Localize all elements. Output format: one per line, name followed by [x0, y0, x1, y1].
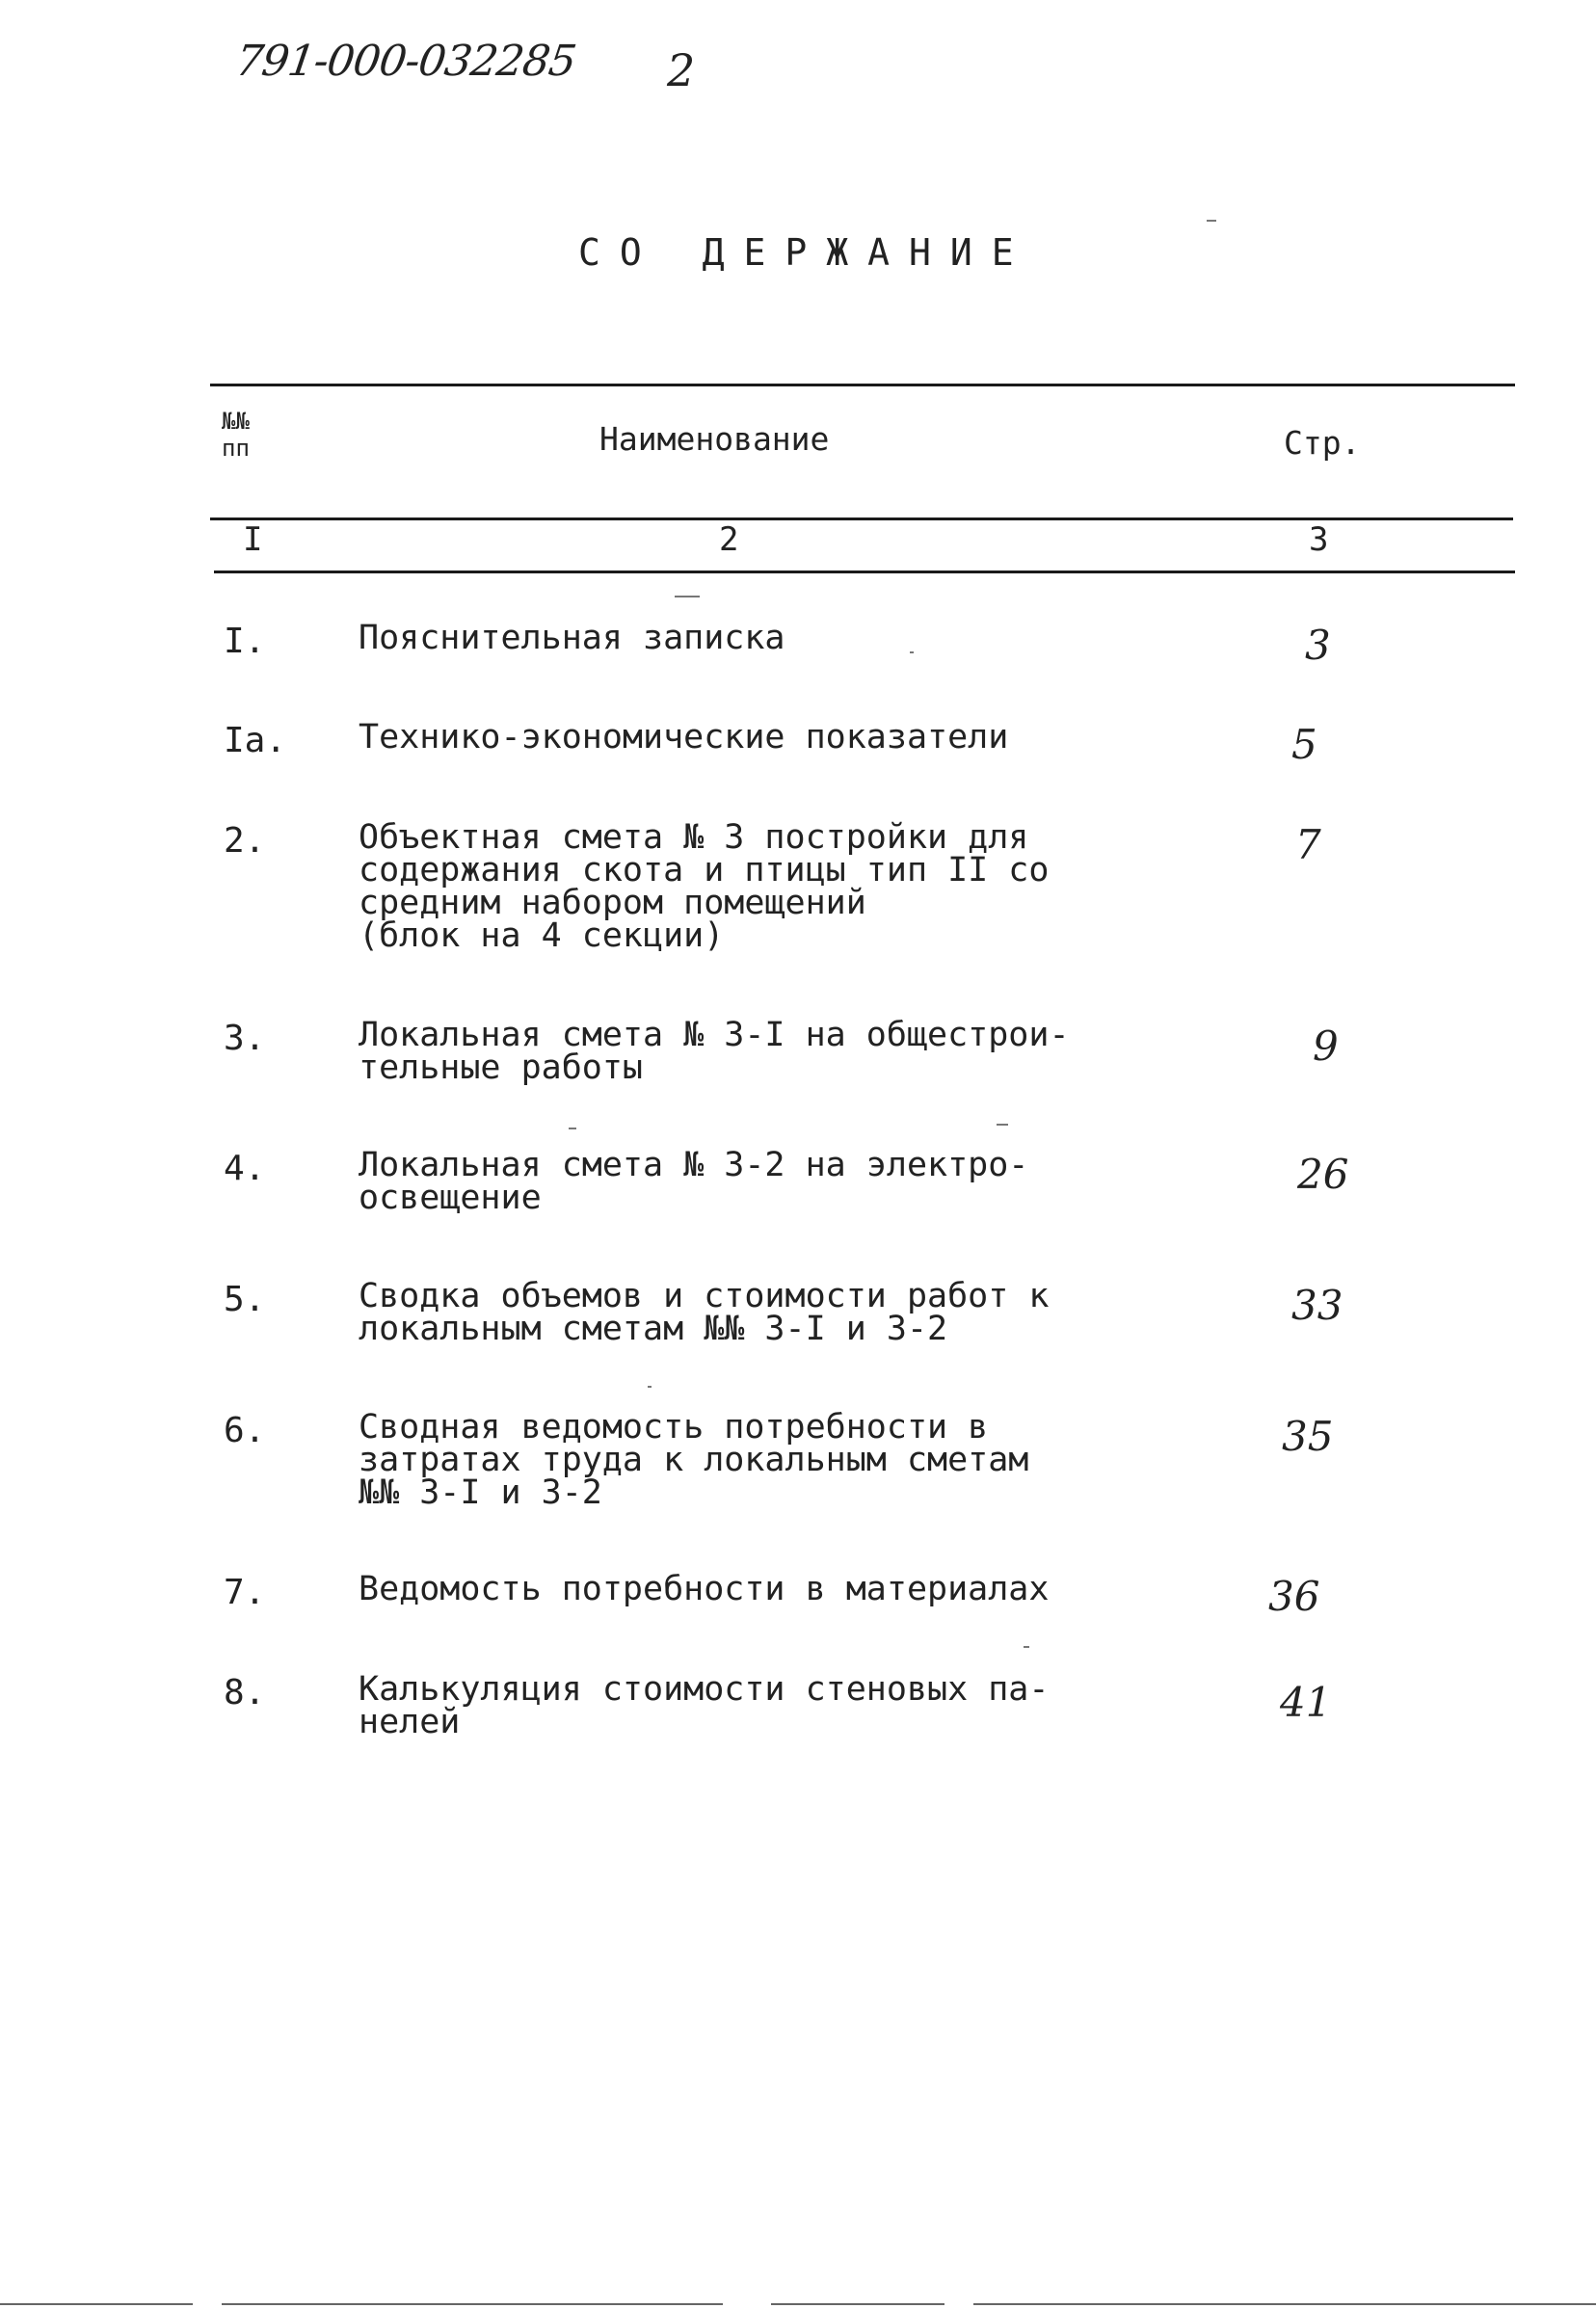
scan-edge — [0, 2303, 193, 2305]
scan-speck — [675, 596, 700, 597]
row-page: 7 — [1295, 821, 1321, 868]
scan-speck — [1024, 1646, 1029, 1648]
scan-edge — [771, 2303, 944, 2305]
row-page: 5 — [1291, 721, 1317, 768]
column-number-3: 3 — [1309, 520, 1329, 559]
row-number: 2. — [224, 821, 266, 861]
row-name: Технико-экономические показатели — [359, 718, 1009, 756]
row-number: 6. — [224, 1411, 266, 1450]
row-name: Пояснительная записка — [359, 619, 785, 657]
column-header-name: Наименование — [599, 420, 830, 458]
row-number: 4. — [224, 1149, 266, 1188]
table-top-rule — [210, 384, 1515, 386]
scan-speck — [569, 1128, 576, 1129]
row-page: 35 — [1282, 1413, 1334, 1460]
column-header-page: Стр. — [1284, 424, 1361, 462]
row-page: 36 — [1268, 1573, 1320, 1620]
row-number: 5. — [224, 1280, 266, 1319]
row-number: 3. — [224, 1019, 266, 1058]
row-number: 7. — [224, 1573, 266, 1612]
row-name: Ведомость потребности в материалах — [359, 1570, 1050, 1608]
row-number: Iа. — [224, 721, 287, 760]
row-name: Калькуляция стоимости стеновых па- нелей — [359, 1670, 1050, 1741]
page-title: СО ДЕРЖАНИЕ — [578, 231, 1033, 274]
document-id: 791-000-032285 — [232, 37, 579, 86]
row-page: 26 — [1297, 1151, 1349, 1198]
row-page: 41 — [1280, 1679, 1332, 1726]
column-header-number — [222, 408, 279, 462]
scan-edge — [222, 2303, 723, 2305]
scan-speck — [997, 1124, 1008, 1126]
table-colnum-rule — [214, 571, 1515, 573]
column-number-2: 2 — [719, 520, 739, 559]
row-name: Объектная смета № 3 постройки для содержания скота и птицы тип II со средним набором помещений (блок на 4 секции) — [359, 818, 1050, 955]
row-name: Локальная смета № 3-2 на электро- освещение — [359, 1146, 1029, 1217]
row-page: 3 — [1305, 622, 1331, 669]
column-number-1: I — [243, 520, 263, 559]
page-number: 2 — [667, 44, 696, 96]
column-header-number-text: №№ пп — [222, 408, 250, 462]
row-page: 33 — [1291, 1282, 1343, 1329]
row-name: Сводка объемов и стоимости работ к локальным сметам №№ 3-I и 3-2 — [359, 1277, 1050, 1348]
scan-edge — [973, 2303, 1596, 2305]
scan-speck — [910, 651, 914, 653]
scan-speck — [648, 1386, 652, 1388]
scan-speck — [1207, 220, 1216, 222]
row-name: Сводная ведомость потребности в затратах труда к локальным сметам №№ 3-I и 3-2 — [359, 1408, 1029, 1512]
row-number: I. — [224, 622, 266, 661]
row-page: 9 — [1313, 1022, 1339, 1070]
row-name: Локальная смета № 3-I на общестрои- тельные работы — [359, 1016, 1070, 1087]
row-number: 8. — [224, 1673, 266, 1712]
